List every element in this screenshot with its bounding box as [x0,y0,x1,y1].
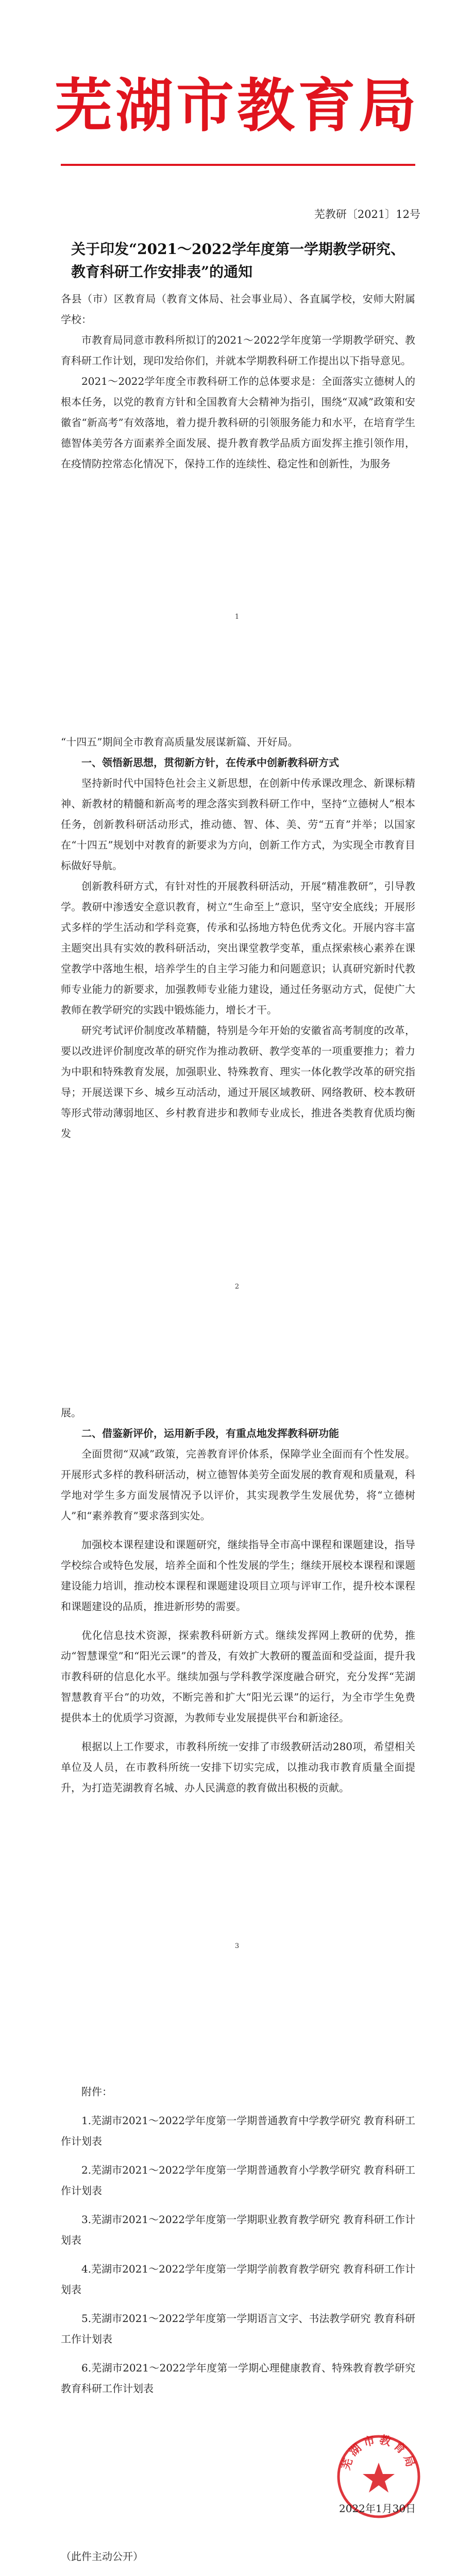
letterhead-title: 芜湖市教育局 [55,72,419,140]
page-number: 2 [234,1283,240,1291]
attachment-item: 5.芜湖市2021～2022学年度第一学期语言文字、书法教学研究 教育科研工作计划表 [61,2312,415,2345]
paragraph: 优化信息技术资源，探索教科研新方式。继续发挥网上教研的优势，推动“智慧课堂”和“阳光云课”的普及，有效扩大教研的覆盖面和受益面，提升我市教科研的信息化水平。继续加强与学科教学深度融合研究，充分发挥“芜湖智慧教育平台”的功效，不断完善和扩大“阳光云课”的运行，为全市学生免费提供本土的优质学习资源，为教师专业发展提供平台和新途径。 [61,1629,415,1724]
seal-star-icon [363,2463,395,2493]
attachment-item: 2.芜湖市2021～2022学年度第一学期普通教育小学教学研究 教育科研工作计划表 [61,2164,415,2197]
section-heading: 一、领悟新思想，贯彻新方针，在传承中创新教科研方式 [81,756,339,769]
attachment-item: 4.芜湖市2021～2022学年度第一学期学前教育教学研究 教育科研工作计划表 [61,2263,415,2296]
public-note: （此件主动公开） [61,2550,143,2563]
attachments-list [61,2081,415,2399]
attachment-item: 1.芜湖市2021～2022学年度第一学期普通教育中学教学研究 教育科研工作计划表 [61,2114,415,2147]
paragraph: “十四五”期间全市教育高质量发展谋新篇、开好局。 [61,736,298,748]
document-title: 关于印发“2021～2022学年度第一学期教学研究、教育科研工作安排表”的通知 [71,241,405,280]
page-number: 1 [234,613,240,621]
paragraph: 研究考试评价制度改革精髓，特别是今年开始的安徽省高考制度的改革，要以改进评价制度改革的研究作为推动教研、教学变革的一项重要推力；着力为中职和特殊教育发展，加强职业、特殊教育、理实一体化教学改革的研究指导；开展送课下乡、城乡互动活动，通过开展区域教研、网络教研、校本教研等形式带动薄弱地区、乡村教育进步和教师专业成长，推进各类教育优质均衡发 [61,1024,415,1140]
document-number: 芜教研〔2021〕12号 [314,208,420,221]
page-2-body [61,732,415,1144]
paragraph: 市教育局同意市教科所拟订的2021～2022学年度第一学期教学研究、教育科研工作计划，现印发给你们，并就本学期教科研工作提出以下指导意见。 [61,334,415,367]
paragraph: 展。 [61,1406,81,1419]
seal-text: 芜湖市教育局 [339,2433,418,2472]
paragraph: 2021～2022学年度全市教科研工作的总体要求是：全面落实立德树人的根本任务，以党的教育方针和全国教育大会精神为指引，围绕“双减”政策和安徽省“新高考”有效落地，着力提升教科研的引领服务能力和水平，在培育学生德智体美劳各方面素养全面发展、提升教育教学品质方面发挥主推引领作用，在疫情防控常态化情况下，保持工作的连续性、稳定性和创新性，为服务 [61,375,415,470]
letterhead-red-line [61,164,415,166]
signature-date: 2022年1月30日 [339,2502,416,2515]
paragraph: 根据以上工作要求，市教科所统一安排了市级教研活动280项，希望相关单位及人员，在市教科所统一安排下切实完成，以推动我市教育质量全面提升，为打造芜湖教育名城、办人民满意的教育做出积极的贡献。 [61,1740,415,1794]
salutation: 各县（市）区教育局（教育文体局、社会事业局）、各直属学校，安师大附属学校： [61,293,415,326]
paragraph: 创新教科研方式，有针对性的开展教科研活动，开展“精准教研”，引导教学。教研中渗透安全意识教育，树立“生命至上”意识，坚守安全底线；开展形式多样的学生活动和学科竞赛，传承和弘扬地方特色优秀文化。开展内容丰富主题突出具有实效的教科研活动，突出课堂教学变革，重点探索核心素养在课堂教学中落地生根，培养学生的自主学习能力和问题意识；认真研究新时代教师专业能力的新要求，加强教师专业能力建设，通过任务驱动方式，促使广大教师在教学研究的实践中锻炼能力，增长才干。 [61,880,415,1016]
attachments-label: 附件： [81,2086,112,2098]
page-1 [0,0,474,670]
attachment-item: 3.芜湖市2021～2022学年度第一学期职业教育教学研究 教育科研工作计划表 [61,2213,415,2246]
paragraph: 坚持新时代中国特色社会主义新思想，在创新中传承课改理念、新课标精神、新教材的精髓和新高考的理念落实到教科研工作中，坚持“立德树人”根本任务，创新教科研活动形式，推动德、智、体、美、劳“五育”并举；以国家在“十四五”规划中对教育的新要求为方向，创新工作方式，为实现全市教育目标做好导航。 [61,777,415,872]
page-3 [0,1340,474,2009]
section-heading: 二、借鉴新评价，运用新手段，有重点地发挥教科研功能 [81,1427,339,1439]
attachment-item: 6.芜湖市2021～2022学年度第一学期心理健康教育、特殊教育教学研究 教育科研工作计划表 [61,2362,415,2395]
paragraph: 加强校本课程建设和课题研究，继续指导全市高中课程和课题建设，指导学校综合或特色发展，培养全面和个性发展的学生；继续开展校本课程和课题建设能力培训，推动校本课程和课题建设项目立项与评审工作，提升校本课程和课题建设的品质，推进新形势的需要。 [61,1538,415,1613]
page-number: 3 [234,1942,240,1950]
page-1-body [61,289,415,474]
page-3-body [61,1402,415,1798]
paragraph: 全面贯彻“双减”政策，完善教育评价体系，保障学业全面而有个性发展。开展形式多样的教科研活动，树立德智体美劳全面发展的教育观和质量观，科学地对学生多方面发展情况予以评价，其实现教学生发展优势，将“立德树人”和“素养教育”要求落到实处。 [61,1448,415,1522]
page-2 [0,670,474,1340]
